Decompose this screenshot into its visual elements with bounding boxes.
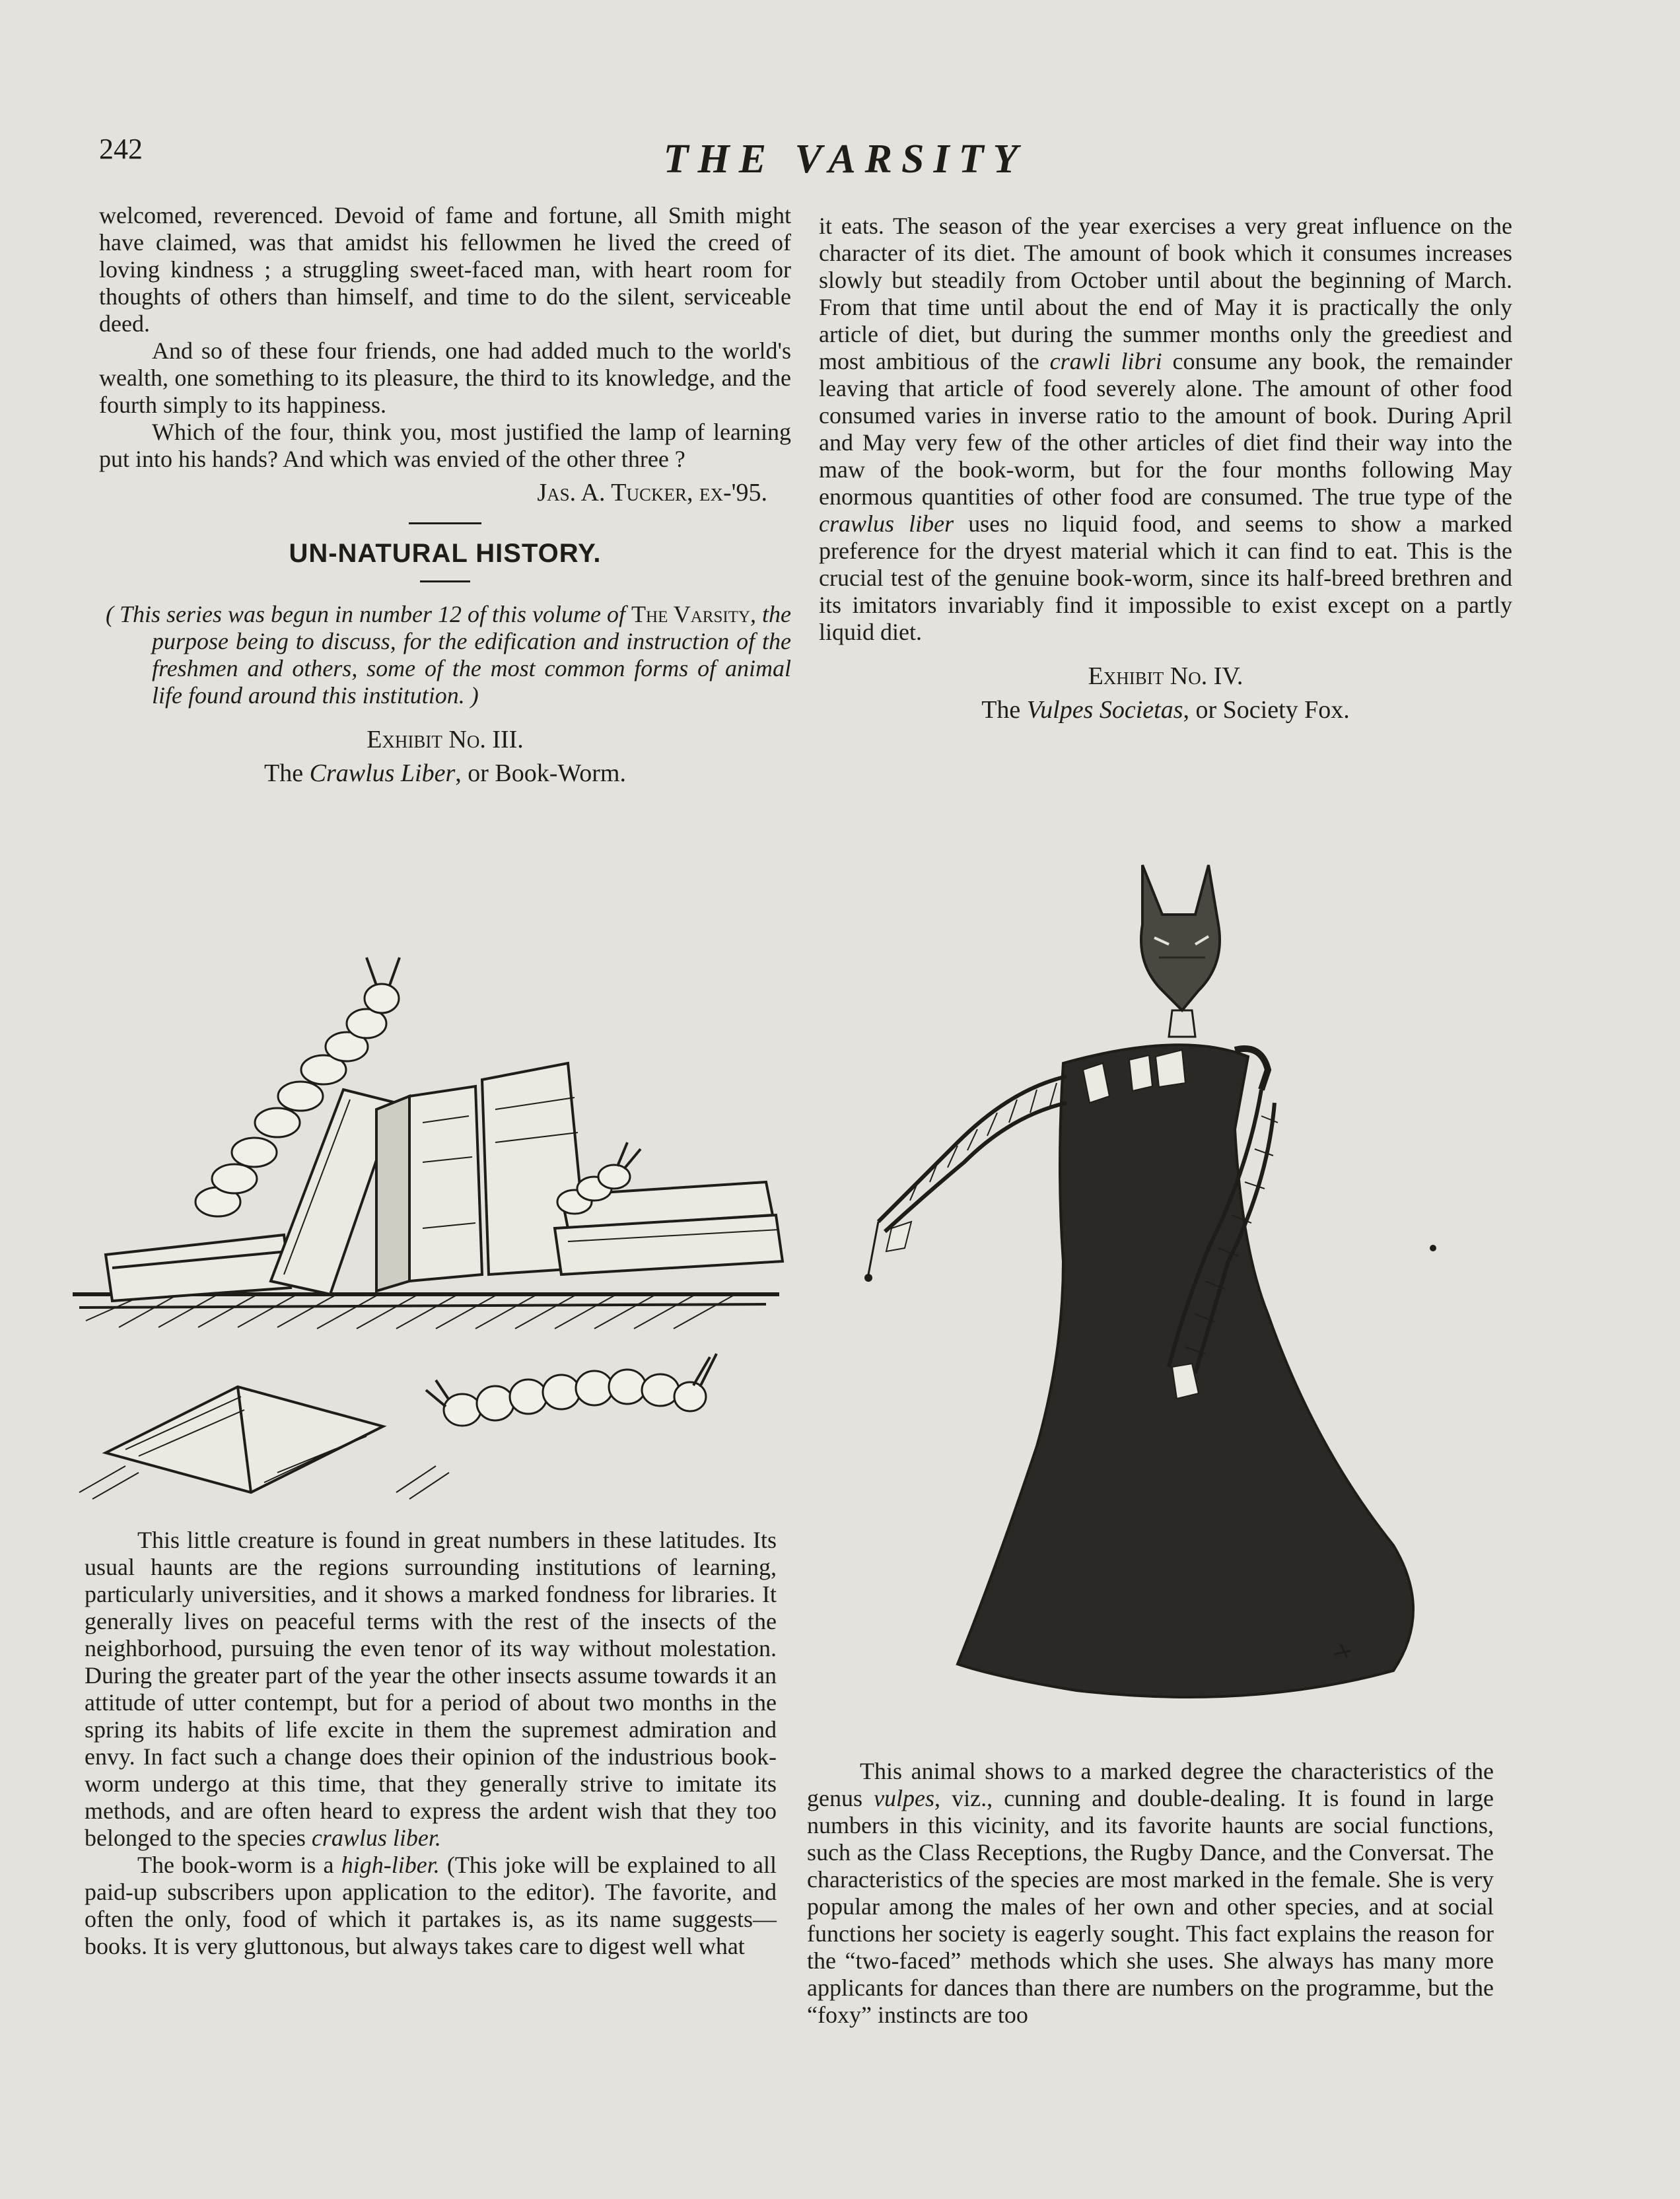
left-column-bottom xyxy=(85,1527,777,1960)
paragraph xyxy=(807,1758,1494,2029)
paragraph: Which of the four, think you, most justified the lamp of learning put into his hands? And which was envied of the other three ? xyxy=(99,419,791,472)
page-number: 242 xyxy=(99,133,143,165)
caption-species: Crawlus Liber xyxy=(309,759,456,787)
divider xyxy=(409,522,481,524)
paragraph-italic: crawlus liber. xyxy=(311,1825,441,1851)
paragraph-text: , viz., cunning and double-dealing. It is found in large numbers in this vicinity, and its favorite haunts are social functions, such as the Class Receptions, the Rugby Dance, and the Conversat. The characteristics of the species are most marked in the female. She is very popular among the males of her own and other species, and at social functions her society is eagerly sought. This fact explains the reason for the “two-faced” methods which she uses. She always has many more applicants for dances than there are numbers on the programme, but the “foxy” instincts are too xyxy=(807,1785,1494,2028)
paragraph-text: (This joke will be explained to all paid-up subscribers upon application to the editor). The favorite, and often the only, food of which it partakes is, as its name suggests—books. It is very gluttonous, but always takes care to digest well what xyxy=(85,1852,777,1959)
bookworm-on-books-illustration-icon xyxy=(66,925,792,1506)
paragraph-italic: high-liber. xyxy=(341,1852,440,1878)
exhibit-label: Exhibit No. IV. xyxy=(1088,662,1243,690)
caption-text: , or Book-Worm. xyxy=(455,759,626,787)
divider xyxy=(420,580,470,582)
series-note xyxy=(99,601,791,709)
caption-text: The xyxy=(981,696,1027,724)
series-note-masthead: The Varsity xyxy=(631,601,750,627)
left-column xyxy=(99,202,791,787)
section-title: UN-NATURAL HISTORY. xyxy=(289,539,602,568)
right-column-bottom xyxy=(807,1758,1494,2029)
caption-species: Vulpes Societas xyxy=(1026,696,1183,724)
series-note-text: , the purpose being to discuss, for the edification and instruction of the freshmen and others, some of the most common forms of animal life found around this institution. ) xyxy=(152,601,791,709)
masthead-title: THE VARSITY xyxy=(663,137,1028,182)
paragraph: And so of these four friends, one had added much to the world's wealth, one something to its pleasure, the third to its knowledge, and the fourth simply to its happiness. xyxy=(99,337,791,418)
exhibit-caption xyxy=(819,697,1512,724)
paragraph xyxy=(819,213,1512,646)
series-note-text: ( This series was begun in number 12 of this volume of xyxy=(106,601,632,627)
paragraph-text: This little creature is found in great numbers in these latitudes. Its usual haunts are the regions surrounding institutions of learning, particularly universities, and it shows a marked fondness for libraries. It generally lives on peaceful terms with the rest of the insects of the neighborhood, pursuing the even tenor of its way without molestation. During the greater part of the year the other insects assume towards it an attitude of utter contempt, but for a period of about two months in the spring its habits of life excite in them the supremest admiration and envy. In fact such a change does their opinion of the industrious book-worm undergo at this time, that they generally strive to imitate its methods, and are often heard to express the ardent wish that they too belonged to the species xyxy=(85,1527,777,1851)
paragraph xyxy=(85,1527,777,1852)
caption-text: The xyxy=(264,759,310,787)
exhibit-label: Exhibit No. III. xyxy=(367,726,524,753)
right-column xyxy=(819,213,1512,724)
paragraph-italic: vulpes xyxy=(874,1785,935,1811)
paragraph-italic: crawli libri xyxy=(1049,348,1162,374)
paragraph-text: it eats. The season of the year exercises a very great influence on the character of its diet. The amount of book which it consumes increases slowly but steadily from October until about the beginning of March. From that time until about the end of May it is practically the only article of diet, but during the summer months only the greediest and most ambitious of the xyxy=(819,213,1512,374)
caption-text: , or Society Fox. xyxy=(1183,696,1350,724)
paragraph-text: uses no liquid food, and seems to show a marked preference for the dryest material which it can find to eat. This is the crucial test of the genuine book-worm, since its half-breed brethren and its imitators invariably find it impossible to exist except on a partly liquid diet. xyxy=(819,510,1512,645)
paragraph-italic: crawlus liber xyxy=(819,510,954,537)
society-fox-in-gown-illustration-icon xyxy=(839,852,1486,1737)
exhibit-caption xyxy=(99,760,791,787)
author-signature: Jas. A. Tucker, ex-'95. xyxy=(537,479,767,506)
paragraph xyxy=(85,1852,777,1960)
paragraph-text: The book-worm is a xyxy=(137,1852,341,1878)
paragraph-text: This animal shows to a marked degree the characteristics of the genus xyxy=(807,1758,1494,1811)
paragraph: welcomed, reverenced. Devoid of fame and fortune, all Smith might have claimed, was that amidst his fellowmen he lived the creed of loving kindness ; a struggling sweet-faced man, with heart room for thoughts of others than himself, and time to do the silent, serviceable deed. xyxy=(99,202,791,337)
paragraph-text: consume any book, the remainder leaving that article of food severely alone. The amount of other food consumed varies in inverse ratio to the amount of book. During April and May very few of the other articles of diet find their way into the maw of the book-worm, but for the four months following May enormous quantities of other food are consumed. The true type of the xyxy=(819,348,1512,510)
